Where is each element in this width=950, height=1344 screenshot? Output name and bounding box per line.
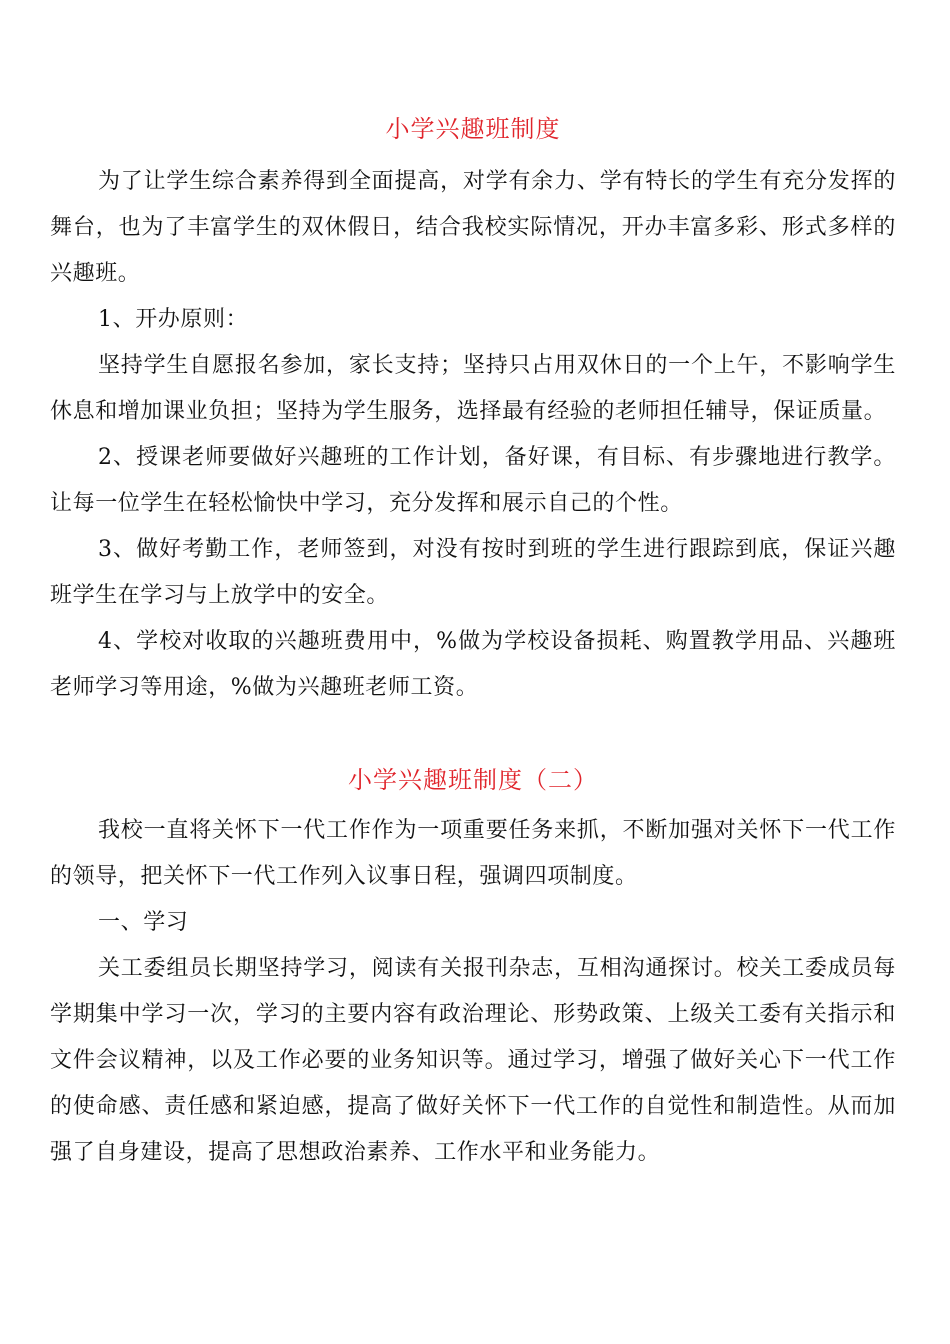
teacher-plan-paragraph: 2、授课老师要做好兴趣班的工作计划，备好课，有目标、有步骤地进行教学。让每一位学生在轻松愉快中学习，充分发挥和展示自己的个性。 bbox=[50, 445, 896, 516]
section-2-intro-paragraph: 我校一直将关怀下一代工作作为一项重要任务来抓，不断加强对关怀下一代工作的领导，把关怀下一代工作列入议事日程，强调四项制度。 bbox=[50, 818, 896, 889]
intro-paragraph: 为了让学生综合素养得到全面提高，对学有余力、学有特长的学生有充分发挥的舞台，也为了丰富学生的双休假日，结合我校实际情况，开办丰富多彩、形式多样的兴趣班。 bbox=[50, 169, 896, 286]
fees-paragraph: 4、学校对收取的兴趣班费用中，%做为学校设备损耗、购置教学用品、兴趣班老师学习等用途，%做为兴趣班老师工资。 bbox=[50, 629, 896, 700]
study-paragraph: 关工委组员长期坚持学习，阅读有关报刊杂志，互相沟通探讨。校关工委成员每学期集中学习一次，学习的主要内容有政治理论、形势政策、上级关工委有关指示和文件会议精神，以及工作必要的业务知识等。通过学习，增强了做好关心下一代工作的使命感、责任感和紧迫感，提高了做好关怀下一代工作的自觉性和制造性。从而加强了自身建设，提高了思想政治素养、工作水平和业务能力。 bbox=[50, 956, 896, 1165]
principle-paragraph: 坚持学生自愿报名参加，家长支持；坚持只占用双休日的一个上午，不影响学生休息和增加课业负担；坚持为学生服务，选择最有经验的老师担任辅导，保证质量。 bbox=[50, 353, 896, 424]
document-title: 小学兴趣班制度 bbox=[385, 115, 561, 143]
study-heading: 一、学习 bbox=[98, 910, 189, 935]
section-1-body bbox=[50, 159, 896, 711]
section-2-title: 小学兴趣班制度（二） bbox=[348, 766, 598, 794]
attendance-paragraph: 3、做好考勤工作，老师签到，对没有按时到班的学生进行跟踪到底，保证兴趣班学生在学习与上放学中的安全。 bbox=[50, 537, 896, 608]
principle-heading: 1、开办原则： bbox=[98, 307, 249, 332]
section-2-body bbox=[50, 808, 896, 1176]
